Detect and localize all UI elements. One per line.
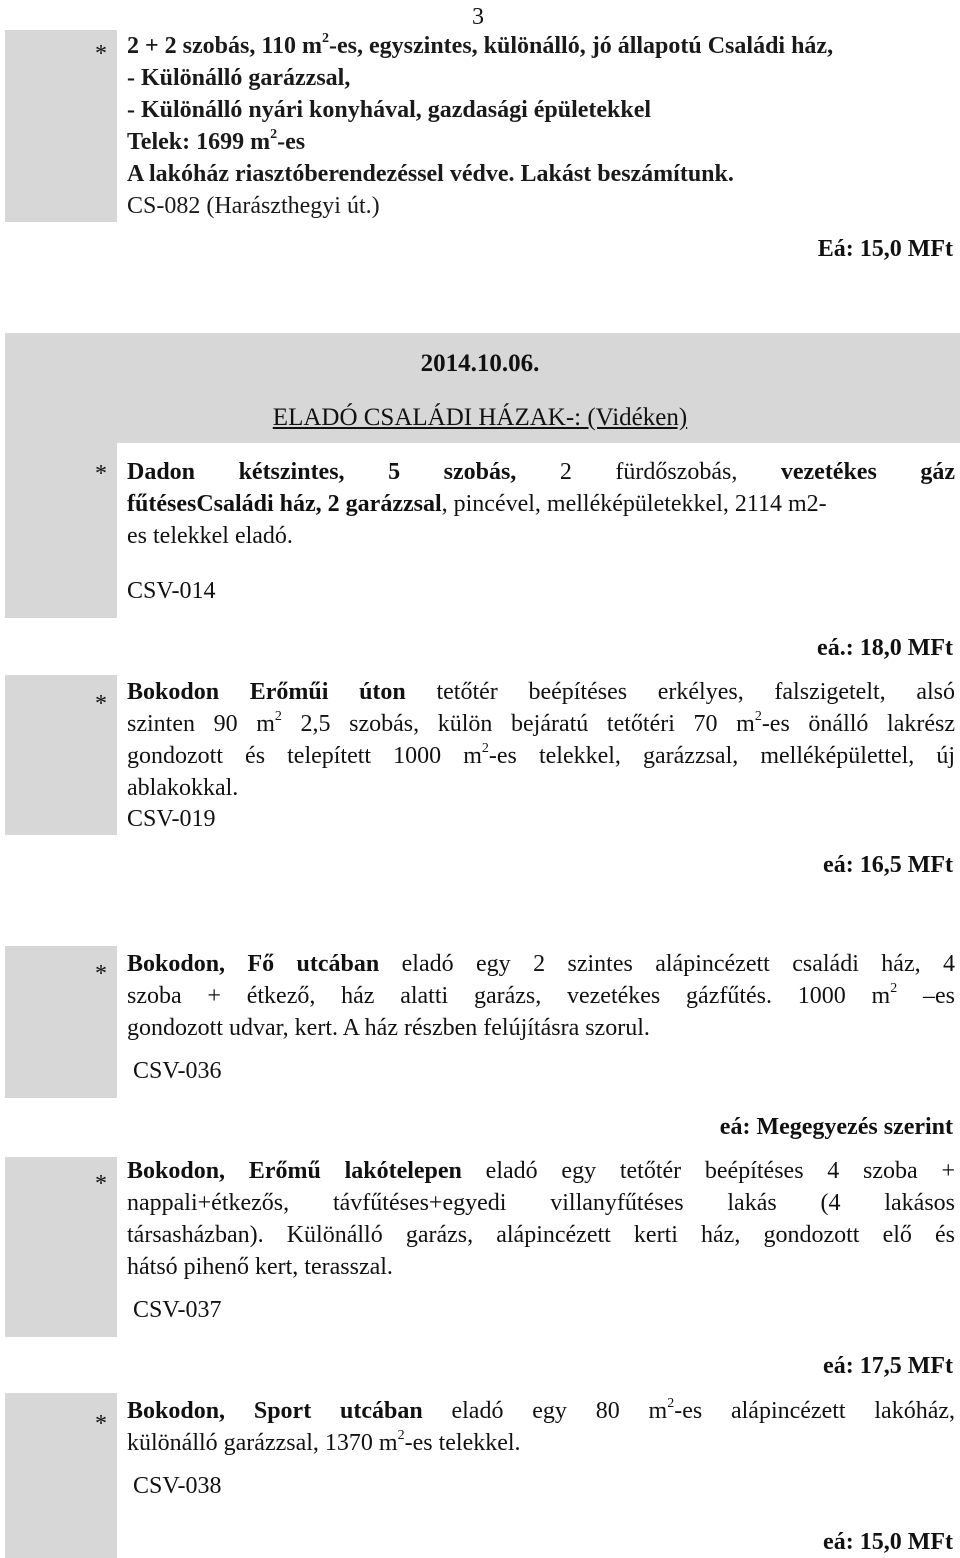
section-date: 2014.10.06. (420, 350, 540, 377)
top-listing-text (127, 30, 955, 222)
listing-star: * (95, 1411, 107, 1437)
listing-star: * (95, 1171, 107, 1197)
listing-line: hátsó pihenő kert, terasszal. (127, 1254, 393, 1280)
listing-line: 2 + 2 szobás, 110 $m^2-es$, egyszintes, különálló, jó állapotú Családi ház, (127, 31, 834, 59)
listing-line: társasházban). Különálló garázs, alápincézett kerti ház, gondozott elő és (127, 1222, 955, 1248)
listing-star: * (95, 461, 107, 487)
listing-price: eá: Megegyezés szerint (719, 1114, 953, 1140)
listing-line: Bokodon Erőműi úton tetőtér beépítéses erkélyes, falszigetelt, alsó (127, 679, 956, 705)
listing-code: CSV-036 (133, 1058, 222, 1084)
listing-line: ablakokkal. (127, 775, 239, 801)
listing-price: eá.: 18,0 MFt (817, 635, 953, 661)
listing-line: különálló garázzsal, 1370 $m^2-es$ telekkel. (127, 1428, 521, 1456)
listing-line: A lakóház riasztóberendezéssel védve. Lakást beszámítunk. (127, 161, 734, 187)
listing-star: * (95, 691, 107, 717)
listing-text (127, 456, 955, 552)
listing-code: CS-082 (Harászthegyi út.) (127, 193, 380, 219)
listing-code: CSV-037 (133, 1297, 222, 1323)
listing-line: szinten 90 $m^2$ 2,5 szobás, külön bejáratú tetőtéri 70 $m^2-es$ önálló lakrész (127, 709, 955, 737)
listing-star: * (95, 41, 107, 67)
listing-code: CSV-019 (127, 806, 216, 832)
listing-star: * (95, 961, 107, 987)
listing-text (127, 1155, 955, 1283)
listing-code: CSV-038 (133, 1473, 222, 1499)
listing-price: eá: 17,5 MFt (823, 1353, 953, 1379)
listing-text (127, 1395, 955, 1459)
listing-line: es telekkel eladó. (127, 523, 293, 549)
listing-price: eá: 15,0 MFt (823, 1529, 953, 1555)
listing-line: Bokodon, Sport utcában eladó egy 80 $m^2-es$ alápincézett lakóház, (127, 1396, 956, 1424)
section-title: ELADÓ CSALÁDI HÁZAK-: (Vidéken) (272, 404, 688, 431)
page-number: 3 (472, 4, 484, 30)
listing-line: Telek: 1699 $m^2-es$ (127, 127, 306, 155)
listing-line: nappali+étkezős, távfűtéses+egyedi villanyfűtéses lakás (4 lakásos (127, 1190, 955, 1216)
listing-line: gondozott és telepített 1000 $m^2-es$ telekkel, garázzsal, melléképülettel, új (127, 741, 955, 769)
listing-price: Eá: 15,0 MFt (817, 236, 953, 262)
listing-line: gondozott udvar, kert. A ház részben felújításra szorul. (127, 1015, 650, 1041)
listing-line: fűtésesCsaládi ház, 2 garázzsal, pincével, melléképületekkel, 2114 m2- (127, 491, 827, 517)
listing-line: Dadon kétszintes, 5 szobás, 2 fürdőszobás, vezetékes gáz (127, 459, 955, 485)
listing-code: CSV-014 (127, 578, 216, 604)
listing-line: Bokodon, Erőmű lakótelepen eladó egy tetőtér beépítéses 4 szoba + (127, 1158, 955, 1184)
listing-line: szoba + étkező, ház alatti garázs, vezetékes gázfűtés. 1000 $m^2$ –es (127, 981, 955, 1009)
listing-text (127, 948, 955, 1044)
listing-line: - Különálló garázzsal, (127, 65, 351, 91)
listing-line: Bokodon, Fő utcában eladó egy 2 szintes alápincézett családi ház, 4 (127, 951, 956, 977)
listing-text (127, 676, 955, 804)
listing-line: - Különálló nyári konyhával, gazdasági épületekkel (127, 97, 652, 123)
listing-price: eá: 16,5 MFt (823, 852, 953, 878)
